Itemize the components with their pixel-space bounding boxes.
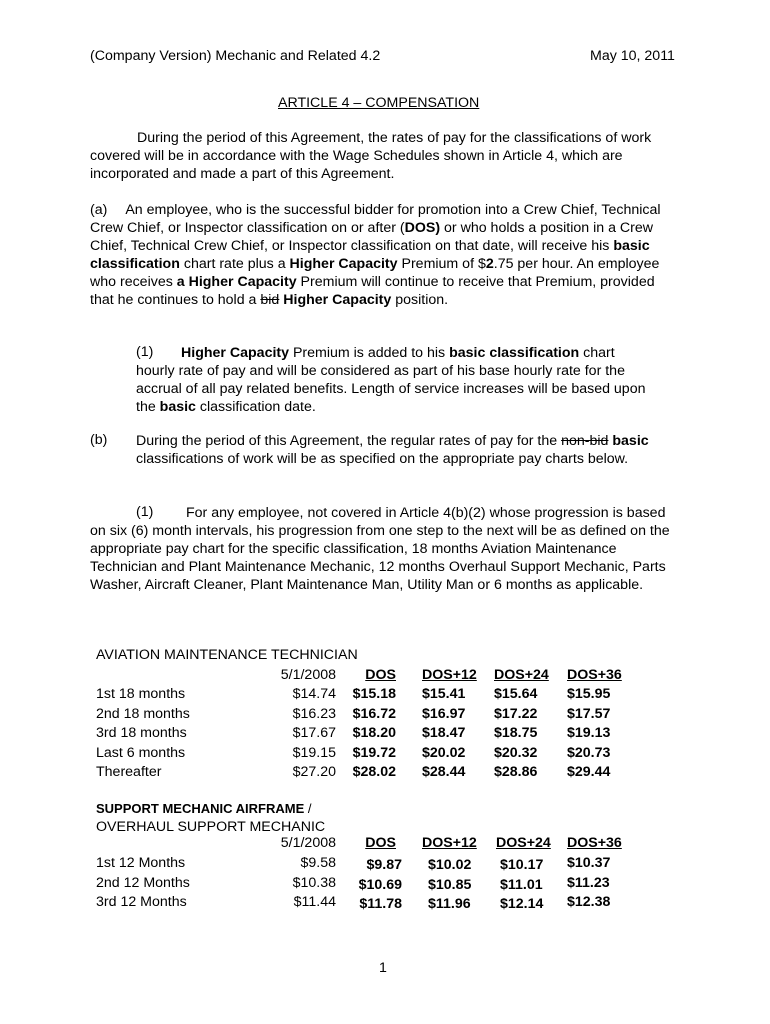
- table-cell: $18.20: [352, 725, 396, 741]
- table-cell: $16.23: [292, 705, 336, 722]
- table-cell: $27.20: [292, 764, 336, 780]
- section-a: (a) An employee, who is the successful bidder for promotion into a Crew Chief, Technical Crew Chief, or Inspector classification on or after (DOS) or who holds a position in a Crew Chief, Technical Crew Chief, or Inspector classification on that date, will receive his basic classification chart rate plus a Higher Capacity Premium of $2.75 per hour. An employee who receives a Higher Capacity Premium will continue to receive that Premium, provided that he continues to hold a bid Higher Capacity position.: [90, 202, 661, 308]
- table-cell: $20.32: [494, 744, 538, 761]
- table-cell: $9.58: [300, 855, 336, 871]
- table-cell: $19.13: [567, 725, 611, 741]
- table2-header: DOS+12: [422, 835, 477, 851]
- table-cell: $10.17: [500, 857, 544, 873]
- table-cell: $11.01: [500, 876, 543, 893]
- table-cell: $19.15: [292, 744, 336, 761]
- section-b1-label: (1): [136, 504, 154, 520]
- table-row-label: 3rd 12 Months: [96, 894, 187, 910]
- table-cell: $11.78: [359, 896, 402, 912]
- table-cell: $10.85: [428, 876, 472, 893]
- table-cell: $11.96: [428, 896, 471, 912]
- table-cell: $11.44: [293, 894, 336, 910]
- intro-paragraph: During the period of this Agreement, the rates of pay for the classifications of work covered will be in accordance with the Wage Schedules shown in Article 4, which are incorporated and made a part of this Agreement.: [90, 130, 652, 182]
- section-a1: Higher Capacity Premium is added to his basic classification chart hourly rate of pay and will be considered as part of his base hourly rate for the accrual of all pay related benefits. Length of service increases will be based upon the basic classification date.: [136, 345, 646, 415]
- table-cell: $12.38: [567, 894, 611, 910]
- table-cell: $28.02: [352, 764, 396, 780]
- article-title: ARTICLE 4 – COMPENSATION: [278, 95, 480, 111]
- table-cell: $20.73: [567, 744, 611, 761]
- table1-header: DOS: [365, 667, 396, 683]
- table-cell: $15.18: [352, 686, 396, 702]
- table-row-label: Thereafter: [96, 764, 162, 780]
- table-cell: $12.14: [500, 896, 544, 912]
- table2-title: SUPPORT MECHANIC AIRFRAME /: [96, 801, 312, 816]
- table-cell: $10.37: [567, 855, 611, 871]
- table2-header: DOS+36: [567, 835, 622, 851]
- table-cell: $17.57: [567, 705, 611, 722]
- table-cell: $10.38: [292, 874, 336, 891]
- page-number: 1: [379, 960, 387, 976]
- table-cell: $10.02: [428, 857, 472, 873]
- table-row-label: Last 6 months: [96, 744, 186, 761]
- table-cell: $15.95: [567, 686, 611, 702]
- section-a1-label: (1): [136, 344, 154, 360]
- section-b1: For any employee, not covered in Article 4(b)(2) whose progression is based on six (6) month intervals, his progression from one step to the next will be as defined on the appropriate pay chart for the specific classification, 18 months Aviation Maintenance Technician and Plant Maintenance Mechanic, 12 months Overhaul Support Mechanic, Parts Washer, Aircraft Cleaner, Plant Maintenance Man, Utility Man or 6 months as applicable.: [90, 505, 670, 593]
- table-cell: $14.74: [292, 686, 336, 702]
- table2-subtitle: OVERHAUL SUPPORT MECHANIC: [96, 819, 326, 835]
- table-row-label: 3rd 18 months: [96, 725, 187, 741]
- table-cell: $29.44: [567, 764, 611, 780]
- table-cell: $19.72: [352, 744, 396, 761]
- table-cell: $28.44: [422, 764, 466, 780]
- section-a-label: (a): [90, 202, 108, 218]
- table-cell: $20.02: [422, 744, 466, 761]
- table-row-label: 2nd 18 months: [96, 705, 190, 722]
- table2-header: DOS+24: [496, 835, 551, 851]
- table2-header: 5/1/2008: [280, 835, 336, 851]
- table-cell: $28.86: [494, 764, 538, 780]
- table-row-label: 2nd 12 Months: [96, 874, 190, 891]
- table2-header: DOS: [365, 835, 396, 851]
- table-cell: $17.67: [292, 725, 336, 741]
- section-b-label: (b): [90, 432, 108, 448]
- table-row-label: 1st 12 Months: [96, 855, 186, 871]
- table-cell: $18.47: [422, 725, 466, 741]
- table1-header: DOS+36: [567, 667, 622, 683]
- table-cell: $16.97: [422, 705, 466, 722]
- table-cell: $11.23: [567, 874, 610, 891]
- table-cell: $16.72: [352, 705, 396, 722]
- header-left: (Company Version) Mechanic and Related 4.2: [90, 48, 381, 64]
- table-cell: $15.64: [494, 686, 538, 702]
- table-cell: $15.41: [422, 686, 466, 702]
- table-cell: $10.69: [358, 876, 402, 893]
- table1-header: DOS+12: [422, 667, 477, 683]
- header-date: May 10, 2011: [590, 48, 675, 64]
- table-cell: $9.87: [366, 857, 402, 873]
- table-row-label: 1st 18 months: [96, 686, 186, 702]
- table-cell: $18.75: [494, 725, 538, 741]
- section-b: During the period of this Agreement, the regular rates of pay for the non-bid basic classifications of work will be as specified on the appropriate pay charts below.: [136, 433, 649, 467]
- table1-title: AVIATION MAINTENANCE TECHNICIAN: [96, 647, 358, 663]
- table1-header: DOS+24: [494, 667, 549, 683]
- table-cell: $17.22: [494, 705, 538, 722]
- table1-header: 5/1/2008: [280, 667, 336, 683]
